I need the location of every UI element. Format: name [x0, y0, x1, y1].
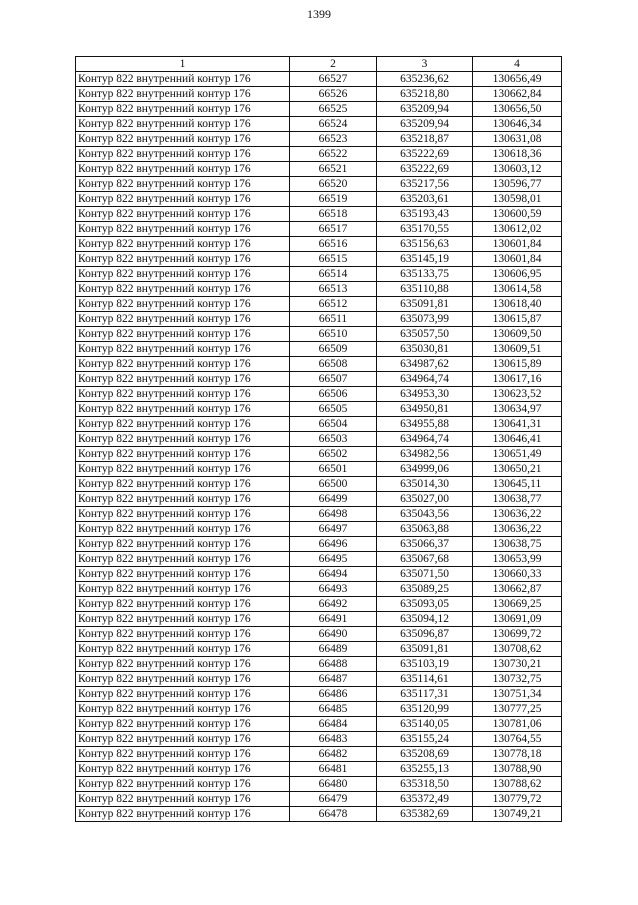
table-row — [76, 567, 562, 582]
point-number-cell: 66480 — [290, 777, 377, 792]
point-number-cell: 66514 — [290, 267, 377, 282]
table-row — [76, 72, 562, 87]
point-number-cell: 66508 — [290, 357, 377, 372]
x-coordinate-cell: 635217,56 — [377, 177, 473, 192]
x-coordinate-cell: 635071,50 — [377, 567, 473, 582]
y-coordinate-cell: 130779,72 — [473, 792, 562, 807]
y-coordinate-cell: 130730,21 — [473, 657, 562, 672]
y-coordinate-cell: 130751,34 — [473, 687, 562, 702]
y-coordinate-cell: 130614,58 — [473, 282, 562, 297]
contour-name-cell: Контур 822 внутренний контур 176 — [76, 627, 290, 642]
contour-name-cell: Контур 822 внутренний контур 176 — [76, 597, 290, 612]
table-row — [76, 672, 562, 687]
point-number-cell: 66496 — [290, 537, 377, 552]
y-coordinate-cell: 130651,49 — [473, 447, 562, 462]
contour-name-cell: Контур 822 внутренний контур 176 — [76, 522, 290, 537]
contour-name-cell: Контур 822 внутренний контур 176 — [76, 132, 290, 147]
point-number-cell: 66495 — [290, 552, 377, 567]
table-row — [76, 327, 562, 342]
point-number-cell: 66525 — [290, 102, 377, 117]
table-row — [76, 522, 562, 537]
x-coordinate-cell: 635318,50 — [377, 777, 473, 792]
contour-name-cell: Контур 822 внутренний контур 176 — [76, 687, 290, 702]
x-coordinate-cell: 635063,88 — [377, 522, 473, 537]
point-number-cell: 66498 — [290, 507, 377, 522]
point-number-cell: 66517 — [290, 222, 377, 237]
y-coordinate-cell: 130615,89 — [473, 357, 562, 372]
table-row — [76, 612, 562, 627]
contour-name-cell: Контур 822 внутренний контур 176 — [76, 777, 290, 792]
page-number: 1399 — [307, 7, 331, 21]
y-coordinate-cell: 130601,84 — [473, 237, 562, 252]
contour-name-cell: Контур 822 внутренний контур 176 — [76, 552, 290, 567]
y-coordinate-cell: 130615,87 — [473, 312, 562, 327]
contour-name-cell: Контур 822 внутренний контур 176 — [76, 102, 290, 117]
contour-name-cell: Контур 822 внутренний контур 176 — [76, 282, 290, 297]
contour-name-cell: Контур 822 внутренний контур 176 — [76, 402, 290, 417]
table-row — [76, 432, 562, 447]
y-coordinate-cell: 130638,75 — [473, 537, 562, 552]
point-number-cell: 66506 — [290, 387, 377, 402]
contour-name-cell: Контур 822 внутренний контур 176 — [76, 312, 290, 327]
point-number-cell: 66490 — [290, 627, 377, 642]
point-number-cell: 66516 — [290, 237, 377, 252]
x-coordinate-cell: 634950,81 — [377, 402, 473, 417]
point-number-cell: 66479 — [290, 792, 377, 807]
y-coordinate-cell: 130636,22 — [473, 507, 562, 522]
contour-name-cell: Контур 822 внутренний контур 176 — [76, 342, 290, 357]
contour-name-cell: Контур 822 внутренний контур 176 — [76, 192, 290, 207]
table-row — [76, 117, 562, 132]
table-row — [76, 762, 562, 777]
table-row — [76, 207, 562, 222]
y-coordinate-cell: 130603,12 — [473, 162, 562, 177]
x-coordinate-cell: 635209,94 — [377, 117, 473, 132]
x-coordinate-cell: 634953,30 — [377, 387, 473, 402]
x-coordinate-cell: 634999,06 — [377, 462, 473, 477]
contour-name-cell: Контур 822 внутренний контур 176 — [76, 327, 290, 342]
x-coordinate-cell: 634987,62 — [377, 357, 473, 372]
x-coordinate-cell: 635094,12 — [377, 612, 473, 627]
y-coordinate-cell: 130788,90 — [473, 762, 562, 777]
coordinates-table — [75, 56, 562, 822]
x-coordinate-cell: 635096,87 — [377, 627, 473, 642]
y-coordinate-cell: 130650,21 — [473, 462, 562, 477]
column-header-4: 4 — [473, 57, 562, 72]
contour-name-cell: Контур 822 внутренний контур 176 — [76, 462, 290, 477]
contour-name-cell: Контур 822 внутренний контур 176 — [76, 582, 290, 597]
table-row — [76, 717, 562, 732]
x-coordinate-cell: 635145,19 — [377, 252, 473, 267]
contour-name-cell: Контур 822 внутренний контур 176 — [76, 537, 290, 552]
point-number-cell: 66509 — [290, 342, 377, 357]
y-coordinate-cell: 130656,50 — [473, 102, 562, 117]
table-row — [76, 357, 562, 372]
contour-name-cell: Контур 822 внутренний контур 176 — [76, 567, 290, 582]
y-coordinate-cell: 130645,11 — [473, 477, 562, 492]
table-row — [76, 657, 562, 672]
contour-name-cell: Контур 822 внутренний контур 176 — [76, 147, 290, 162]
y-coordinate-cell: 130669,25 — [473, 597, 562, 612]
contour-name-cell: Контур 822 внутренний контур 176 — [76, 657, 290, 672]
contour-name-cell: Контур 822 внутренний контур 176 — [76, 252, 290, 267]
table-row — [76, 387, 562, 402]
y-coordinate-cell: 130708,62 — [473, 642, 562, 657]
point-number-cell: 66503 — [290, 432, 377, 447]
contour-name-cell: Контур 822 внутренний контур 176 — [76, 432, 290, 447]
contour-name-cell: Контур 822 внутренний контур 176 — [76, 357, 290, 372]
x-coordinate-cell: 635155,24 — [377, 732, 473, 747]
y-coordinate-cell: 130598,01 — [473, 192, 562, 207]
point-number-cell: 66522 — [290, 147, 377, 162]
point-number-cell: 66527 — [290, 72, 377, 87]
contour-name-cell: Контур 822 внутренний контур 176 — [76, 807, 290, 822]
table-row — [76, 807, 562, 822]
x-coordinate-cell: 635218,80 — [377, 87, 473, 102]
point-number-cell: 66507 — [290, 372, 377, 387]
point-number-cell: 66523 — [290, 132, 377, 147]
x-coordinate-cell: 635255,13 — [377, 762, 473, 777]
x-coordinate-cell: 635218,87 — [377, 132, 473, 147]
x-coordinate-cell: 635133,75 — [377, 267, 473, 282]
table-row — [76, 252, 562, 267]
y-coordinate-cell: 130732,75 — [473, 672, 562, 687]
contour-name-cell: Контур 822 внутренний контур 176 — [76, 747, 290, 762]
contour-name-cell: Контур 822 внутренний контур 176 — [76, 222, 290, 237]
y-coordinate-cell: 130638,77 — [473, 492, 562, 507]
y-coordinate-cell: 130600,59 — [473, 207, 562, 222]
y-coordinate-cell: 130641,31 — [473, 417, 562, 432]
y-coordinate-cell: 130617,16 — [473, 372, 562, 387]
y-coordinate-cell: 130612,02 — [473, 222, 562, 237]
table-row — [76, 582, 562, 597]
point-number-cell: 66519 — [290, 192, 377, 207]
contour-name-cell: Контур 822 внутренний контур 176 — [76, 87, 290, 102]
contour-name-cell: Контур 822 внутренний контур 176 — [76, 507, 290, 522]
point-number-cell: 66524 — [290, 117, 377, 132]
table-row — [76, 777, 562, 792]
column-header-3: 3 — [377, 57, 473, 72]
table-row — [76, 537, 562, 552]
y-coordinate-cell: 130636,22 — [473, 522, 562, 537]
y-coordinate-cell: 130606,95 — [473, 267, 562, 282]
point-number-cell: 66512 — [290, 297, 377, 312]
table-row — [76, 732, 562, 747]
x-coordinate-cell: 635203,61 — [377, 192, 473, 207]
table-row — [76, 702, 562, 717]
x-coordinate-cell: 634982,56 — [377, 447, 473, 462]
y-coordinate-cell: 130609,51 — [473, 342, 562, 357]
contour-name-cell: Контур 822 внутренний контур 176 — [76, 762, 290, 777]
point-number-cell: 66481 — [290, 762, 377, 777]
y-coordinate-cell: 130623,52 — [473, 387, 562, 402]
y-coordinate-cell: 130634,97 — [473, 402, 562, 417]
table-row — [76, 507, 562, 522]
table-row — [76, 597, 562, 612]
table-row — [76, 297, 562, 312]
contour-name-cell: Контур 822 внутренний контур 176 — [76, 612, 290, 627]
point-number-cell: 66497 — [290, 522, 377, 537]
contour-name-cell: Контур 822 внутренний контур 176 — [76, 792, 290, 807]
y-coordinate-cell: 130662,84 — [473, 87, 562, 102]
y-coordinate-cell: 130660,33 — [473, 567, 562, 582]
x-coordinate-cell: 634964,74 — [377, 432, 473, 447]
table-row — [76, 747, 562, 762]
y-coordinate-cell: 130618,40 — [473, 297, 562, 312]
x-coordinate-cell: 635209,94 — [377, 102, 473, 117]
x-coordinate-cell: 635140,05 — [377, 717, 473, 732]
point-number-cell: 66488 — [290, 657, 377, 672]
point-number-cell: 66483 — [290, 732, 377, 747]
contour-name-cell: Контур 822 внутренний контур 176 — [76, 177, 290, 192]
x-coordinate-cell: 635091,81 — [377, 642, 473, 657]
table-row — [76, 222, 562, 237]
contour-name-cell: Контур 822 внутренний контур 176 — [76, 447, 290, 462]
contour-name-cell: Контур 822 внутренний контур 176 — [76, 672, 290, 687]
table-row — [76, 492, 562, 507]
table-row — [76, 417, 562, 432]
y-coordinate-cell: 130662,87 — [473, 582, 562, 597]
y-coordinate-cell: 130596,77 — [473, 177, 562, 192]
x-coordinate-cell: 635073,99 — [377, 312, 473, 327]
contour-name-cell: Контур 822 внутренний контур 176 — [76, 492, 290, 507]
x-coordinate-cell: 635222,69 — [377, 147, 473, 162]
x-coordinate-cell: 635066,37 — [377, 537, 473, 552]
point-number-cell: 66492 — [290, 597, 377, 612]
x-coordinate-cell: 635236,62 — [377, 72, 473, 87]
y-coordinate-cell: 130699,72 — [473, 627, 562, 642]
y-coordinate-cell: 130691,09 — [473, 612, 562, 627]
x-coordinate-cell: 635222,69 — [377, 162, 473, 177]
x-coordinate-cell: 635103,19 — [377, 657, 473, 672]
y-coordinate-cell: 130618,36 — [473, 147, 562, 162]
x-coordinate-cell: 635170,55 — [377, 222, 473, 237]
x-coordinate-cell: 635114,61 — [377, 672, 473, 687]
table-header-row — [76, 57, 562, 72]
point-number-cell: 66520 — [290, 177, 377, 192]
table-row — [76, 312, 562, 327]
table-row — [76, 162, 562, 177]
point-number-cell: 66484 — [290, 717, 377, 732]
x-coordinate-cell: 635043,56 — [377, 507, 473, 522]
y-coordinate-cell: 130609,50 — [473, 327, 562, 342]
column-header-2: 2 — [290, 57, 377, 72]
contour-name-cell: Контур 822 внутренний контур 176 — [76, 117, 290, 132]
table-row — [76, 267, 562, 282]
x-coordinate-cell: 635193,43 — [377, 207, 473, 222]
y-coordinate-cell: 130601,84 — [473, 252, 562, 267]
y-coordinate-cell: 130646,34 — [473, 117, 562, 132]
point-number-cell: 66494 — [290, 567, 377, 582]
point-number-cell: 66500 — [290, 477, 377, 492]
point-number-cell: 66502 — [290, 447, 377, 462]
y-coordinate-cell: 130656,49 — [473, 72, 562, 87]
y-coordinate-cell: 130788,62 — [473, 777, 562, 792]
x-coordinate-cell: 635093,05 — [377, 597, 473, 612]
table-body — [76, 72, 562, 822]
point-number-cell: 66526 — [290, 87, 377, 102]
x-coordinate-cell: 635089,25 — [377, 582, 473, 597]
contour-name-cell: Контур 822 внутренний контур 176 — [76, 297, 290, 312]
contour-name-cell: Контур 822 внутренний контур 176 — [76, 732, 290, 747]
table-row — [76, 462, 562, 477]
y-coordinate-cell: 130778,18 — [473, 747, 562, 762]
point-number-cell: 66521 — [290, 162, 377, 177]
point-number-cell: 66511 — [290, 312, 377, 327]
contour-name-cell: Контур 822 внутренний контур 176 — [76, 387, 290, 402]
x-coordinate-cell: 635110,88 — [377, 282, 473, 297]
point-number-cell: 66518 — [290, 207, 377, 222]
point-number-cell: 66505 — [290, 402, 377, 417]
x-coordinate-cell: 634955,88 — [377, 417, 473, 432]
contour-name-cell: Контур 822 внутренний контур 176 — [76, 717, 290, 732]
x-coordinate-cell: 635372,49 — [377, 792, 473, 807]
point-number-cell: 66485 — [290, 702, 377, 717]
point-number-cell: 66487 — [290, 672, 377, 687]
x-coordinate-cell: 635027,00 — [377, 492, 473, 507]
table-row — [76, 237, 562, 252]
point-number-cell: 66489 — [290, 642, 377, 657]
table-row — [76, 642, 562, 657]
table-row — [76, 447, 562, 462]
x-coordinate-cell: 635014,30 — [377, 477, 473, 492]
point-number-cell: 66513 — [290, 282, 377, 297]
contour-name-cell: Контур 822 внутренний контур 176 — [76, 207, 290, 222]
x-coordinate-cell: 634964,74 — [377, 372, 473, 387]
table-row — [76, 477, 562, 492]
point-number-cell: 66499 — [290, 492, 377, 507]
contour-name-cell: Контур 822 внутренний контур 176 — [76, 162, 290, 177]
x-coordinate-cell: 635067,68 — [377, 552, 473, 567]
table-row — [76, 147, 562, 162]
table-row — [76, 402, 562, 417]
contour-name-cell: Контур 822 внутренний контур 176 — [76, 477, 290, 492]
point-number-cell: 66501 — [290, 462, 377, 477]
point-number-cell: 66504 — [290, 417, 377, 432]
point-number-cell: 66478 — [290, 807, 377, 822]
y-coordinate-cell: 130764,55 — [473, 732, 562, 747]
contour-name-cell: Контур 822 внутренний контур 176 — [76, 372, 290, 387]
table-row — [76, 132, 562, 147]
point-number-cell: 66510 — [290, 327, 377, 342]
column-header-1: 1 — [76, 57, 290, 72]
contour-name-cell: Контур 822 внутренний контур 176 — [76, 267, 290, 282]
x-coordinate-cell: 635156,63 — [377, 237, 473, 252]
point-number-cell: 66515 — [290, 252, 377, 267]
y-coordinate-cell: 130781,06 — [473, 717, 562, 732]
x-coordinate-cell: 635091,81 — [377, 297, 473, 312]
table-row — [76, 102, 562, 117]
x-coordinate-cell: 635117,31 — [377, 687, 473, 702]
point-number-cell: 66491 — [290, 612, 377, 627]
table-row — [76, 282, 562, 297]
y-coordinate-cell: 130653,99 — [473, 552, 562, 567]
table-row — [76, 342, 562, 357]
x-coordinate-cell: 635030,81 — [377, 342, 473, 357]
contour-name-cell: Контур 822 внутренний контур 176 — [76, 72, 290, 87]
table-row — [76, 552, 562, 567]
table-row — [76, 372, 562, 387]
table-row — [76, 192, 562, 207]
table-row — [76, 627, 562, 642]
contour-name-cell: Контур 822 внутренний контур 176 — [76, 237, 290, 252]
contour-name-cell: Контур 822 внутренний контур 176 — [76, 702, 290, 717]
y-coordinate-cell: 130646,41 — [473, 432, 562, 447]
y-coordinate-cell: 130631,08 — [473, 132, 562, 147]
table-row — [76, 87, 562, 102]
point-number-cell: 66493 — [290, 582, 377, 597]
y-coordinate-cell: 130749,21 — [473, 807, 562, 822]
table-row — [76, 687, 562, 702]
table-row — [76, 177, 562, 192]
point-number-cell: 66486 — [290, 687, 377, 702]
point-number-cell: 66482 — [290, 747, 377, 762]
contour-name-cell: Контур 822 внутренний контур 176 — [76, 642, 290, 657]
table-row — [76, 792, 562, 807]
x-coordinate-cell: 635208,69 — [377, 747, 473, 762]
contour-name-cell: Контур 822 внутренний контур 176 — [76, 417, 290, 432]
x-coordinate-cell: 635057,50 — [377, 327, 473, 342]
x-coordinate-cell: 635382,69 — [377, 807, 473, 822]
y-coordinate-cell: 130777,25 — [473, 702, 562, 717]
x-coordinate-cell: 635120,99 — [377, 702, 473, 717]
